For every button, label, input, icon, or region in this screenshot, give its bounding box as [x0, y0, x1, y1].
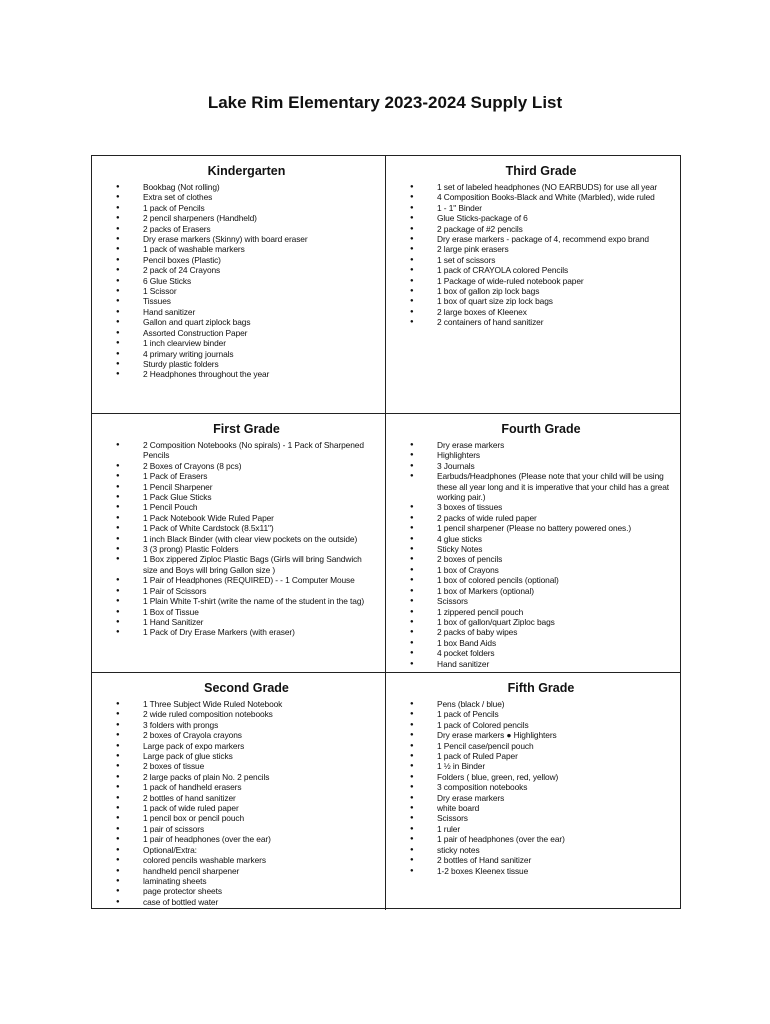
supply-item: ● Dry erase markers: [410, 440, 672, 450]
supply-item: ● 1 pair of headphones (over the ear): [410, 834, 672, 844]
supply-item: ● 3 boxes of tissues: [410, 502, 672, 512]
supply-item: ● Extra set of clothes: [116, 192, 377, 202]
supply-item: ● sticky notes: [410, 845, 672, 855]
supply-item: ● 1 Pack of Dry Erase Markers (with eraser): [116, 627, 377, 637]
grade-cell-second: [92, 673, 386, 910]
supply-item: ● 1 pencil box or pencil pouch: [116, 813, 377, 823]
grade-cell-fifth: [386, 673, 680, 910]
grade-heading: Fifth Grade: [507, 681, 575, 695]
supply-item: ● 1 inch Black Binder (with clear view pockets on the outside): [116, 534, 377, 544]
supply-item: ● 1 Three Subject Wide Ruled Notebook: [116, 699, 377, 709]
supply-item: ● Hand sanitizer: [410, 659, 672, 669]
supply-item: ● Gallon and quart ziplock bags: [116, 317, 377, 327]
supply-item: ● 1 - 1" Binder: [410, 203, 672, 213]
supply-item: ● Pens (black / blue): [410, 699, 672, 709]
supply-item: ● handheld pencil sharpener: [116, 866, 377, 876]
grade-heading: Second Grade: [204, 681, 289, 695]
supply-item: ● 1 Pack of White Cardstock (8.5x11"): [116, 523, 377, 533]
supply-item: ● 1 Plain White T-shirt (write the name of the student in the tag): [116, 596, 377, 606]
supply-item: ● 4 primary writing journals: [116, 349, 377, 359]
supply-item: ● 1 Hand Sanitizer: [116, 617, 377, 627]
supply-item: ● Earbuds/Headphones (Please note that your child will be using these all year long and it is imperative that your child has a great working pair.): [410, 471, 672, 502]
supply-item: ● Sturdy plastic folders: [116, 359, 377, 369]
supply-item: ● 1 pack of Pencils: [116, 203, 377, 213]
supply-item: ● Assorted Construction Paper: [116, 328, 377, 338]
supply-item: ● 1 pack of Ruled Paper: [410, 751, 672, 761]
supply-item: ● 2 bottles of Hand sanitizer: [410, 855, 672, 865]
supply-item: ● 1 Pack Notebook Wide Ruled Paper: [116, 513, 377, 523]
supply-item: ● Pencil boxes (Plastic): [116, 255, 377, 265]
supply-item: ● 1 pencil sharpener (Please no battery powered ones.): [410, 523, 672, 533]
supply-item: ● 1 Pencil Pouch: [116, 502, 377, 512]
supply-item: ● 2 large pink erasers: [410, 244, 672, 254]
supply-item: ● 2 large boxes of Kleenex: [410, 307, 672, 317]
supply-item: ● laminating sheets: [116, 876, 377, 886]
grade-heading: Third Grade: [505, 164, 577, 178]
supply-item: ● 1 box of quart size zip lock bags: [410, 296, 672, 306]
supply-item: ● 1 box of Markers (optional): [410, 586, 672, 596]
supply-item: ● 2 package of #2 pencils: [410, 224, 672, 234]
supply-item: ● 1 inch clearview binder: [116, 338, 377, 348]
supply-item: ● 1 Pair of Scissors: [116, 586, 377, 596]
supply-item: ● 1 box of colored pencils (optional): [410, 575, 672, 585]
supply-item: ● 2 wide ruled composition notebooks: [116, 709, 377, 719]
page-title: Lake Rim Elementary 2023-2024 Supply List: [207, 93, 563, 112]
grade-heading: Fourth Grade: [501, 422, 581, 436]
grade-cell-first: [92, 414, 386, 673]
supply-item: ● 1 Pack Glue Sticks: [116, 492, 377, 502]
supply-item: ● 2 packs of baby wipes: [410, 627, 672, 637]
supply-list: [410, 182, 672, 328]
supply-item: ● Highlighters: [410, 450, 672, 460]
supply-item: ● 3 (3 prong) Plastic Folders: [116, 544, 377, 554]
supply-list: [410, 699, 672, 876]
supply-item: ● 1 pack of handheld erasers: [116, 782, 377, 792]
supply-item: ● 3 Journals: [410, 461, 672, 471]
supply-item: ● 1 pair of headphones (over the ear): [116, 834, 377, 844]
supply-item: ● 1 pair of scissors: [116, 824, 377, 834]
supply-item: ● 1 Pencil Sharpener: [116, 482, 377, 492]
supply-item: ● 1 Box of Tissue: [116, 607, 377, 617]
supply-item: ● 2 Composition Notebooks (No spirals) - 1 Pack of Sharpened Pencils: [116, 440, 377, 461]
supply-item: ● 1-2 boxes Kleenex tissue: [410, 866, 672, 876]
grade-heading: Kindergarten: [207, 164, 286, 178]
supply-item: ● 6 Glue Sticks: [116, 276, 377, 286]
supply-item: ● Tissues: [116, 296, 377, 306]
supply-item: ● Scissors: [410, 813, 672, 823]
supply-item: ● Hand sanitizer: [116, 307, 377, 317]
supply-item: ● 2 Boxes of Crayons (8 pcs): [116, 461, 377, 471]
supply-item: ● Bookbag (Not rolling): [116, 182, 377, 192]
supply-item: ● Dry erase markers ● Highlighters: [410, 730, 672, 740]
supply-item: ● 1 Pair of Headphones (REQUIRED) - - 1 Computer Mouse: [116, 575, 377, 585]
supply-item: ● 2 packs of Erasers: [116, 224, 377, 234]
supply-list: [116, 182, 377, 380]
supply-item: ● 1 box of Crayons: [410, 565, 672, 575]
supply-item: ● 4 Composition Books-Black and White (Marbled), wide ruled: [410, 192, 672, 202]
supply-item: ● 1 box of gallon zip lock bags: [410, 286, 672, 296]
supply-item: ● 1 set of scissors: [410, 255, 672, 265]
supply-list: [116, 699, 377, 907]
supply-item: ● 2 pack of 24 Crayons: [116, 265, 377, 275]
supply-item: ● 1 pack of Pencils: [410, 709, 672, 719]
supply-item: ● colored pencils washable markers: [116, 855, 377, 865]
supply-item: ● 2 boxes of tissue: [116, 761, 377, 771]
supply-item: ● 1 pack of washable markers: [116, 244, 377, 254]
supply-item: ● 1 ruler: [410, 824, 672, 834]
supply-item: ● 1 Scissor: [116, 286, 377, 296]
supply-item: ● Scissors: [410, 596, 672, 606]
supply-item: ● page protector sheets: [116, 886, 377, 896]
grade-heading: First Grade: [213, 422, 280, 436]
supply-item: ● 2 bottles of hand sanitizer: [116, 793, 377, 803]
supply-list: [116, 440, 377, 638]
supply-item: ● Folders ( blue, green, red, yellow): [410, 772, 672, 782]
supply-item: ● Dry erase markers (Skinny) with board eraser: [116, 234, 377, 244]
supply-item: ● 1 Package of wide-ruled notebook paper: [410, 276, 672, 286]
supply-item: ● 2 boxes of pencils: [410, 554, 672, 564]
supply-item: ● Dry erase markers: [410, 793, 672, 803]
supply-item: ● 1 pack of CRAYOLA colored Pencils: [410, 265, 672, 275]
supply-item: ● white board: [410, 803, 672, 813]
supply-item: ● 2 pencil sharpeners (Handheld): [116, 213, 377, 223]
supply-item: ● Sticky Notes: [410, 544, 672, 554]
supply-item: ● 2 boxes of Crayola crayons: [116, 730, 377, 740]
supply-item: ● 1 ½ in Binder: [410, 761, 672, 771]
supply-item: ● 3 folders with prongs: [116, 720, 377, 730]
supply-item: ● 2 containers of hand sanitizer: [410, 317, 672, 327]
supply-item: ● 1 box of gallon/quart Ziploc bags: [410, 617, 672, 627]
supply-item: ● 2 Headphones throughout the year: [116, 369, 377, 379]
supply-item: ● 1 box Band Aids: [410, 638, 672, 648]
supply-item: ● 2 large packs of plain No. 2 pencils: [116, 772, 377, 782]
supply-item: ● 4 pocket folders: [410, 648, 672, 658]
supply-table: [91, 155, 681, 909]
supply-item: ● 1 set of labeled headphones (NO EARBUDS) for use all year: [410, 182, 672, 192]
supply-item: ● Dry erase markers - package of 4, recommend expo brand: [410, 234, 672, 244]
supply-item: ● 1 Pack of Erasers: [116, 471, 377, 481]
supply-item: ● 1 zippered pencil pouch: [410, 607, 672, 617]
grade-cell-third: [386, 156, 680, 414]
supply-item: ● case of bottled water: [116, 897, 377, 907]
supply-item: ● Large pack of glue sticks: [116, 751, 377, 761]
supply-item: ● 2 packs of wide ruled paper: [410, 513, 672, 523]
supply-item: ● Optional/Extra:: [116, 845, 377, 855]
supply-item: ● 1 pack of wide ruled paper: [116, 803, 377, 813]
supply-item: ● 1 Box zippered Ziploc Plastic Bags (Girls will bring Sandwich size and Boys will bring Gallon size ): [116, 554, 377, 575]
supply-item: ● 1 pack of Colored pencils: [410, 720, 672, 730]
supply-item: ● Large pack of expo markers: [116, 741, 377, 751]
grade-cell-kindergarten: [92, 156, 386, 414]
grade-cell-fourth: [386, 414, 680, 673]
supply-item: ● 1 Pencil case/pencil pouch: [410, 741, 672, 751]
supply-list: [410, 440, 672, 669]
supply-item: ● 3 composition notebooks: [410, 782, 672, 792]
supply-item: ● 4 glue sticks: [410, 534, 672, 544]
supply-item: ● Glue Sticks-package of 6: [410, 213, 672, 223]
